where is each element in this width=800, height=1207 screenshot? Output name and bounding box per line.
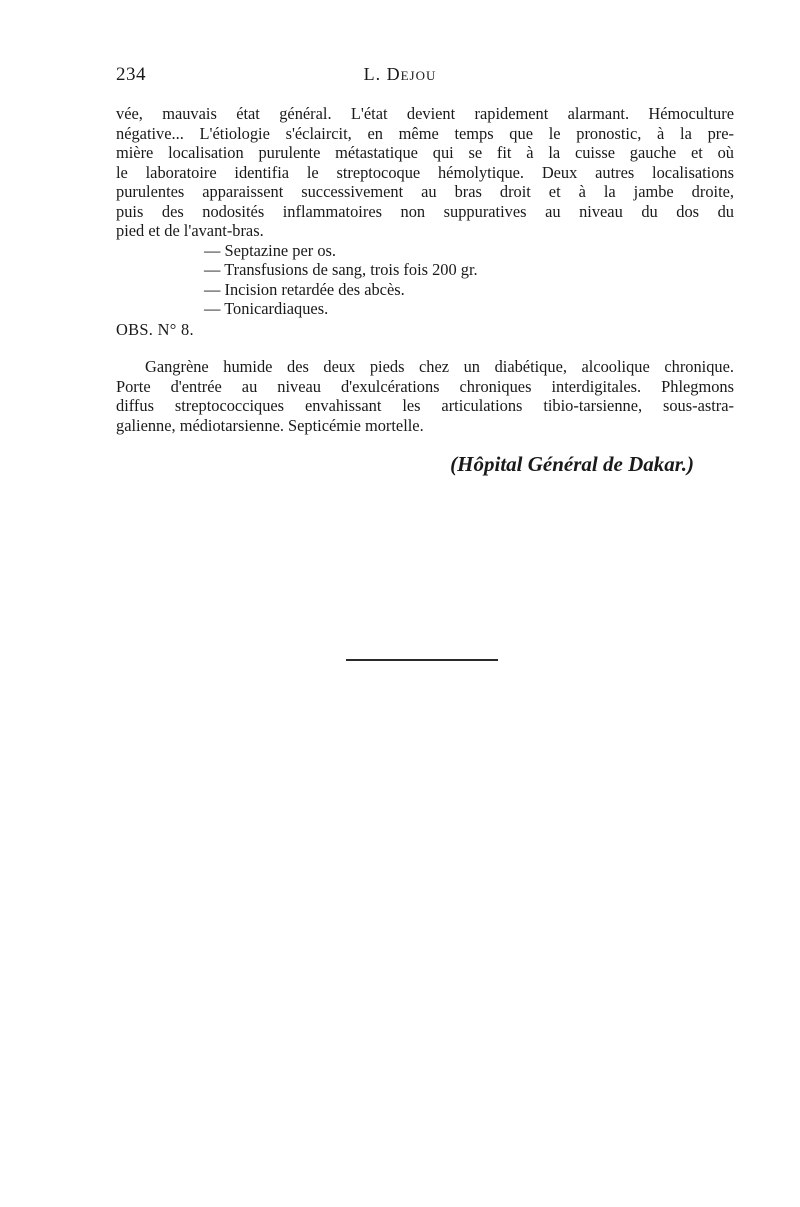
- text-line: le laboratoire identifia le streptocoque hémolytique. Deux autres localisations: [116, 162, 734, 182]
- treatment-item: — Tonicardiaques.: [204, 299, 329, 318]
- observation-8-paragraph: [116, 357, 734, 435]
- text-line: galienne, médiotarsienne. Septicémie mortelle.: [116, 415, 424, 435]
- text-line: Gangrène humide des deux pieds chez un diabétique, alcoolique chronique.: [145, 357, 734, 376]
- author-surname: Dejou: [386, 64, 437, 84]
- text-line: mière localisation purulente métastatique qui se fit à la cuisse gauche et où: [116, 143, 734, 162]
- treatment-item: — Septazine per os.: [204, 240, 336, 260]
- author-initial: L.: [363, 64, 382, 84]
- observation-7-paragraph: [116, 104, 734, 241]
- text-line: vée, mauvais état général. L'état devient rapidement alarmant. Hémoculture: [116, 104, 734, 123]
- signature-institution: (Hôpital Général de Dakar.): [450, 452, 694, 476]
- observation-7-continuation: [116, 104, 734, 319]
- observation-8-heading: OBS. N° 8.: [116, 320, 194, 339]
- text-line: diffus streptococciques envahissant les articulations tibio-tarsienne, sous-astra-: [116, 396, 734, 415]
- end-rule: [346, 659, 498, 661]
- text-line: puis des nodosités inflammatoires non suppuratives au niveau du dos du: [116, 201, 734, 221]
- treatment-list: [116, 241, 734, 319]
- treatment-item: — Incision retardée des abcès.: [204, 279, 405, 299]
- treatment-item: — Transfusions de sang, trois fois 200 gr.: [204, 260, 478, 279]
- text-line: pied et de l'avant-bras.: [116, 221, 264, 240]
- page-number: 234: [116, 64, 146, 85]
- text-line: Porte d'entrée au niveau d'exulcérations chroniques interdigitales. Phlegmons: [116, 376, 734, 396]
- running-head: [0, 64, 800, 85]
- text-line: négative... L'étiologie s'éclaircit, en même temps que le pronostic, à la pre-: [116, 123, 734, 143]
- text-line: purulentes apparaissent successivement au bras droit et à la jambe droite,: [116, 182, 734, 201]
